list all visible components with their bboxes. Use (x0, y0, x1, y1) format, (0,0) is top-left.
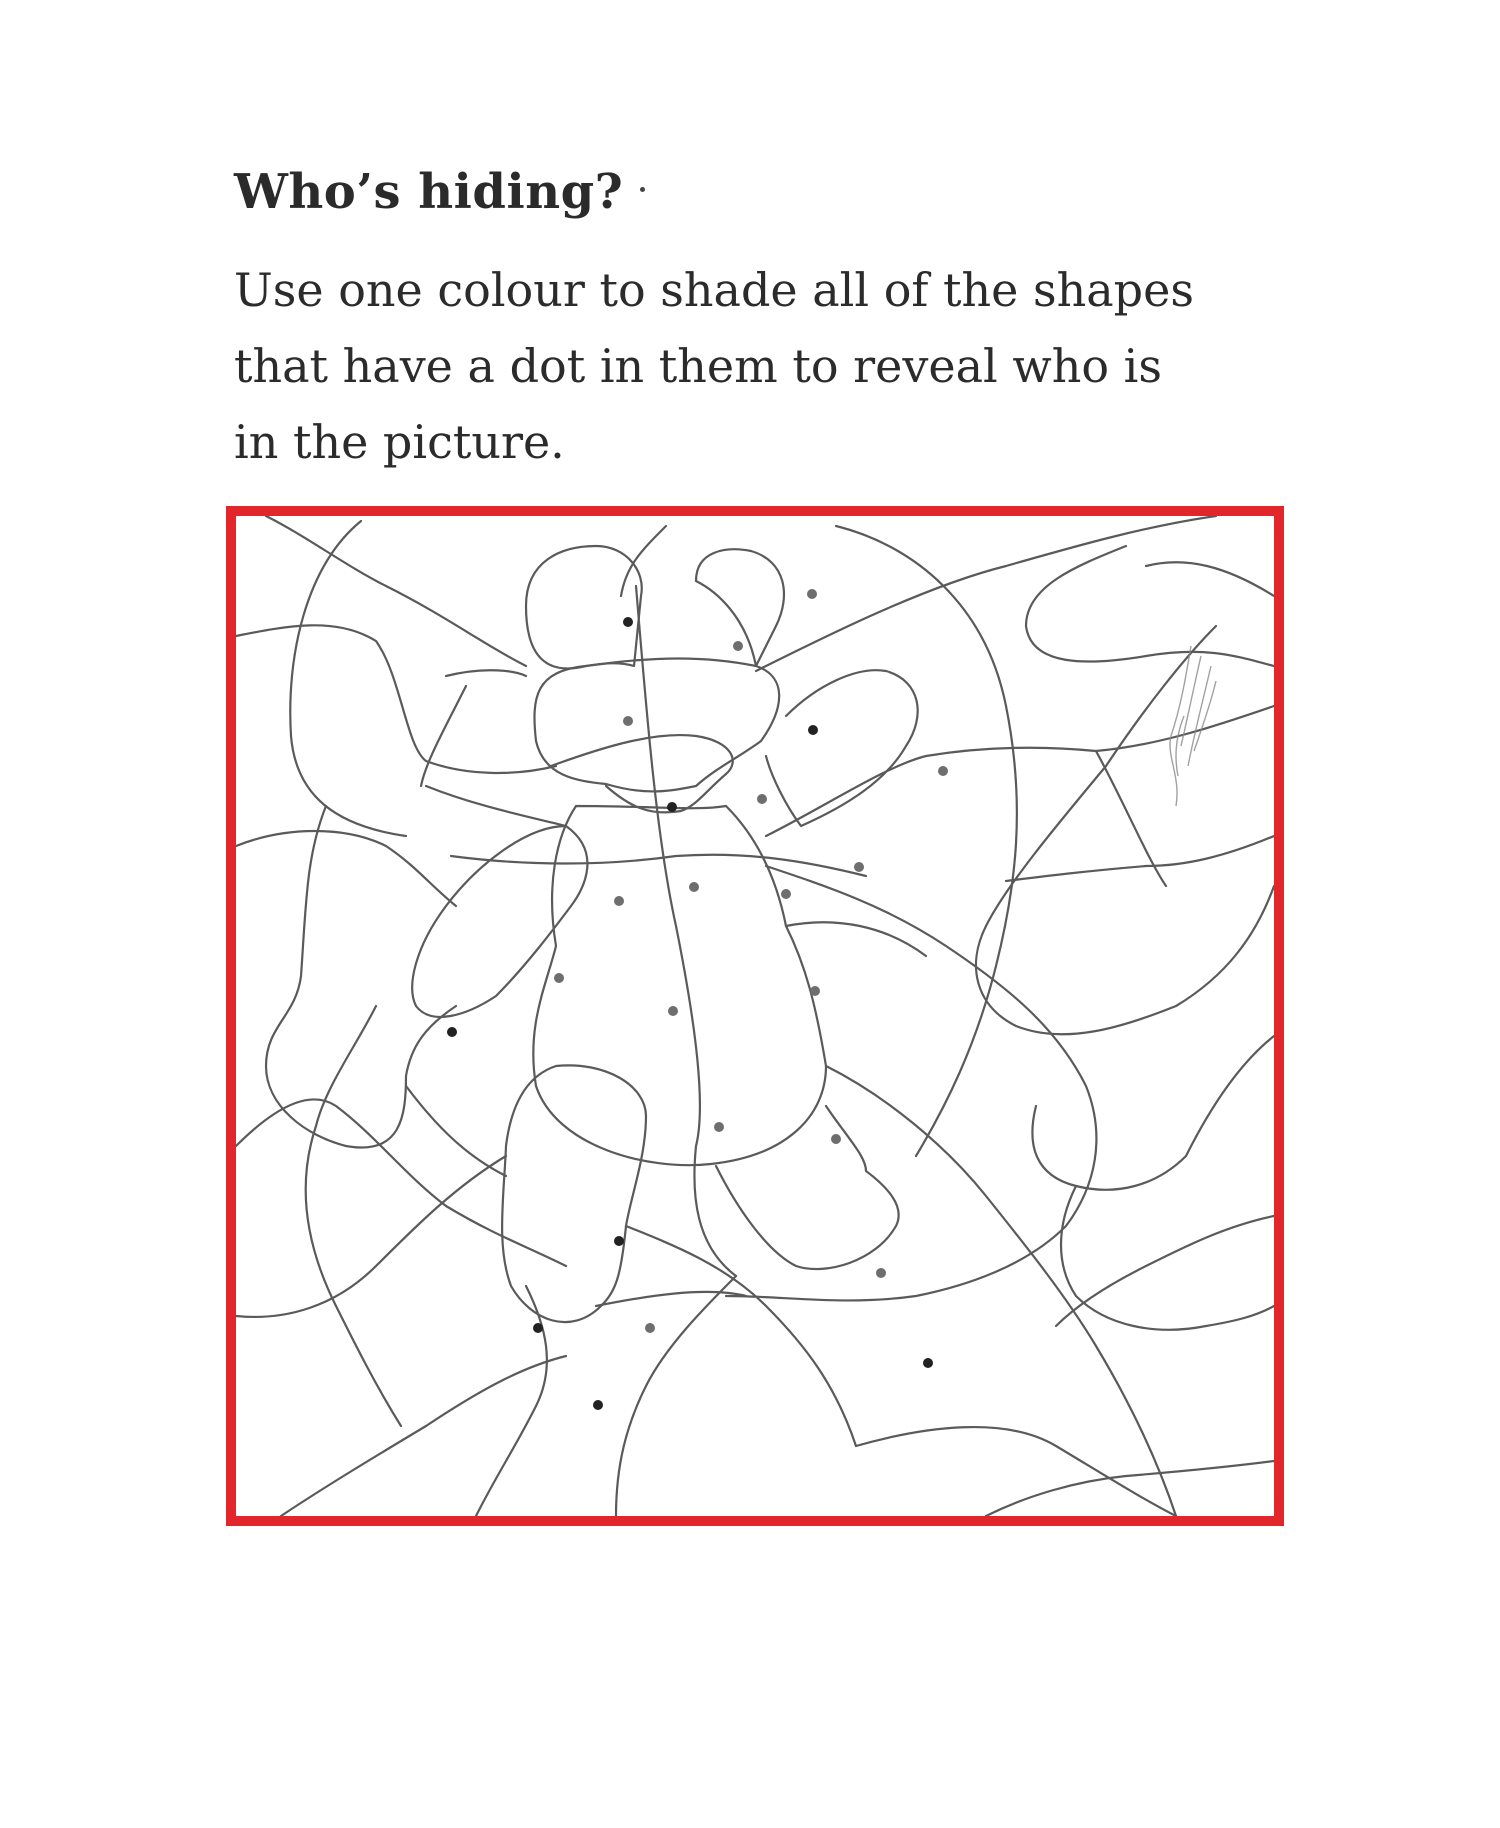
bg-line-14 (426, 786, 566, 826)
dot (733, 641, 743, 651)
bg-line-35 (786, 922, 926, 956)
bg-line-30 (616, 1276, 736, 1516)
bear-right-leg (716, 1106, 899, 1269)
dot (533, 1323, 543, 1333)
bg-line-3 (290, 521, 406, 836)
bear-left-arm (412, 826, 587, 1017)
bg-line-10 (316, 1006, 376, 1126)
dot (810, 986, 820, 996)
activity-heading: Who’s hiding? (234, 164, 624, 220)
bg-line-1 (236, 625, 556, 773)
dot (831, 1134, 841, 1144)
bg-line-32 (626, 1226, 856, 1446)
dot (593, 1400, 603, 1410)
bg-line-22 (976, 626, 1274, 1034)
dot (668, 1006, 678, 1016)
dot (714, 1122, 724, 1132)
dot (689, 882, 699, 892)
dot (781, 889, 791, 899)
dot (808, 725, 818, 735)
bg-line-33 (596, 1292, 746, 1306)
bg-line-5 (266, 806, 456, 1148)
dot (614, 896, 624, 906)
dot (876, 1268, 886, 1278)
dot (854, 862, 864, 872)
dot (614, 1236, 624, 1246)
bg-line-26 (1061, 1186, 1274, 1330)
dot (667, 802, 677, 812)
bg-line-9 (281, 1356, 566, 1516)
bg-line-29 (986, 1461, 1274, 1516)
dot (923, 1358, 933, 1368)
bg-line-17 (836, 526, 1017, 1156)
bear-left-ear (526, 546, 642, 669)
bear-muzzle (551, 735, 733, 812)
bg-line-24 (826, 1066, 1176, 1516)
dot-puzzle (226, 506, 1284, 1526)
stray-print-mark (640, 187, 645, 192)
puzzle-outlines (236, 516, 1274, 1516)
seam-line (636, 586, 736, 1276)
bg-line-34 (406, 1086, 506, 1176)
bg-line-8 (306, 1126, 401, 1426)
puzzle-dots (447, 589, 948, 1410)
bg-line-12 (446, 670, 526, 676)
bg-line-31 (476, 1286, 547, 1516)
instructions-line-2: that have a dot in them to reveal who is (234, 339, 1162, 393)
dot (645, 1323, 655, 1333)
bear-head (534, 659, 779, 792)
bg-line-13 (621, 526, 666, 596)
bg-line-19 (1146, 562, 1274, 596)
bear-left-leg (502, 1065, 646, 1322)
bg-line-4 (236, 831, 456, 906)
bg-line-15 (451, 855, 866, 876)
dot (807, 589, 817, 599)
bg-line-23 (726, 866, 1096, 1300)
dot (623, 716, 633, 726)
bg-line-21 (1006, 836, 1274, 881)
instructions (234, 252, 1234, 480)
bg-line-11 (421, 686, 466, 786)
dot (554, 973, 564, 983)
bg-line-20 (766, 706, 1274, 836)
dot (938, 766, 948, 776)
dot (623, 617, 633, 627)
dot (447, 1027, 457, 1037)
bg-line-27 (1056, 1216, 1274, 1326)
dot (757, 794, 767, 804)
bear-right-arm (766, 670, 918, 826)
bg-line-2 (266, 516, 526, 666)
instructions-line-3: in the picture. (234, 415, 565, 469)
bg-line-7 (236, 1156, 506, 1317)
instructions-line-1: Use one colour to shade all of the shapes (234, 263, 1194, 317)
bg-line-25 (1032, 1036, 1274, 1190)
